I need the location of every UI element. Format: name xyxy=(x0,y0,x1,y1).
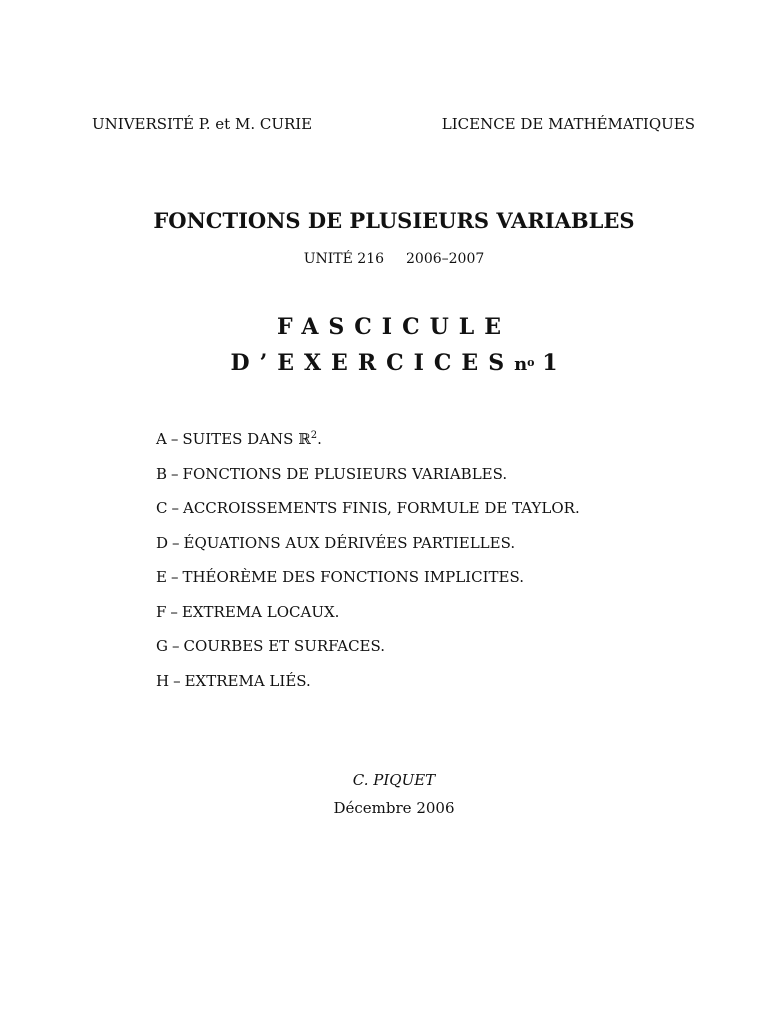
course-title: FONCTIONS DE PLUSIEURS VARIABLES xyxy=(153,208,635,233)
exercices-heading xyxy=(0,350,768,376)
number-prefix: n xyxy=(514,354,528,375)
sections-list xyxy=(156,430,580,706)
section-superscript: 2 xyxy=(310,430,318,441)
exercices-word: D’EXERCICES xyxy=(230,350,515,376)
section-text: ACCROISSEMENTS FINIS, FORMULE DE TAYLOR. xyxy=(182,499,580,517)
unit-line xyxy=(0,251,768,267)
publication-date: Décembre 2006 xyxy=(333,799,455,817)
fascicule-heading: FASCICULE xyxy=(276,314,512,340)
section-letter: D xyxy=(156,533,169,552)
list-item: H – EXTREMA LIÉS. xyxy=(156,671,311,690)
number-superscript: o xyxy=(527,356,535,369)
list-item: G – COURBES ET SURFACES. xyxy=(156,637,386,655)
section-text: THÉORÈME DES FONCTIONS IMPLICITES. xyxy=(182,568,524,586)
list-item: D – ÉQUATIONS AUX DÉRIVÉES PARTIELLES. xyxy=(156,533,516,552)
section-text: ÉQUATIONS AUX DÉRIVÉES PARTIELLES. xyxy=(183,533,516,552)
section-letter: G xyxy=(156,637,168,655)
list-item: E – THÉORÈME DES FONCTIONS IMPLICITES. xyxy=(156,568,524,586)
fascicule-number xyxy=(514,350,557,376)
section-letter: F xyxy=(156,602,167,621)
section-letter: C xyxy=(156,499,168,517)
section-letter: H xyxy=(156,671,170,690)
section-text: COURBES ET SURFACES. xyxy=(183,637,386,655)
licence-header: LICENCE DE MATHÉMATIQUES xyxy=(441,115,695,133)
section-letter: A xyxy=(156,430,167,448)
section-text: EXTREMA LOCAUX. xyxy=(181,602,340,621)
number-value: 1 xyxy=(542,350,558,376)
section-letter: B xyxy=(156,464,168,483)
university-header: UNIVERSITÉ P. et M. CURIE xyxy=(92,115,313,133)
section-text: SUITES DANS ℝ xyxy=(182,430,311,448)
list-item: A – SUITES DANS ℝ$^2$. xyxy=(156,430,322,448)
list-item: F – EXTREMA LOCAUX. xyxy=(156,602,340,621)
list-item: C – ACCROISSEMENTS FINIS, FORMULE DE TAYLOR. xyxy=(156,499,580,517)
unit-label: UNITÉ 216 xyxy=(303,251,385,267)
author-name: C. PIQUET xyxy=(352,771,436,789)
section-text: EXTREMA LIÉS. xyxy=(184,671,311,690)
section-text: FONCTIONS DE PLUSIEURS VARIABLES. xyxy=(182,464,508,483)
section-suffix: . xyxy=(317,430,322,448)
list-item: B – FONCTIONS DE PLUSIEURS VARIABLES. xyxy=(156,464,508,483)
section-letter: E xyxy=(156,568,167,586)
academic-years: 2006–2007 xyxy=(406,251,485,267)
